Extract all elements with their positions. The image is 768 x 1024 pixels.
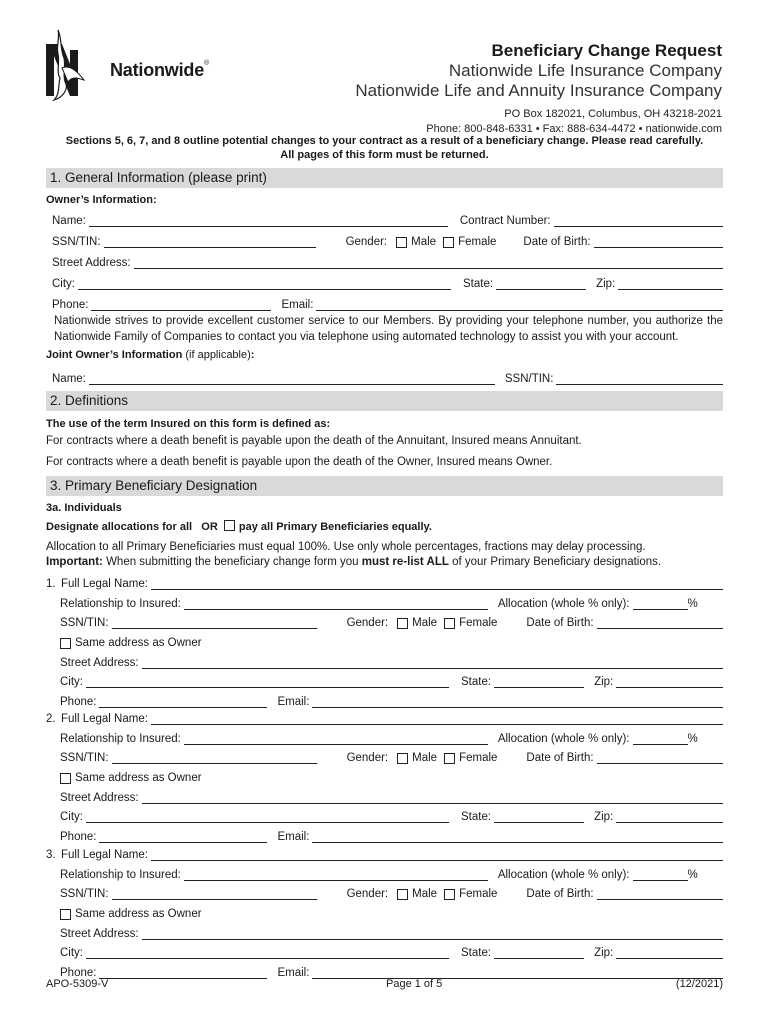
beneficiary-1-city-row: City: State: Zip: [60,671,723,688]
beneficiary-3-relationship-field[interactable] [184,869,488,881]
beneficiary-2-female-checkbox[interactable] [444,753,455,764]
beneficiary-2-phone-row: Phone: Email: [60,826,723,843]
joint-owner-heading: Joint Owner’s Information (if applicable): [46,349,255,361]
owner-name-field[interactable] [89,215,448,227]
beneficiary-3-phone-row: Phone: Email: [60,962,723,979]
beneficiary-1-allocation-field[interactable] [633,598,688,610]
company-name-1: Nationwide Life Insurance Company [448,61,722,80]
definitions-heading: The use of the term Insured on this form is defined as: [46,418,331,430]
owner-street-row: Street Address: [52,252,723,269]
page-footer [46,978,723,990]
beneficiary-1-city-field[interactable] [86,676,449,688]
beneficiary-2-phone-field[interactable] [99,831,267,843]
owner-ssn-field[interactable] [104,236,316,248]
owner-dob-field[interactable] [594,236,723,248]
owner-state-field[interactable] [496,278,586,290]
beneficiary-1-email-field[interactable] [312,696,723,708]
beneficiary-2-street-field[interactable] [142,792,723,804]
allocation-note: Allocation to all Primary Beneficiaries must equal 100%. Use only whole percentages, fractions may delay processing. [46,541,646,553]
beneficiary-2-city-row: City: State: Zip: [60,806,723,823]
beneficiary-3-street-field[interactable] [142,928,723,940]
beneficiary-2-same-address-row: Same address as Owner [60,767,723,784]
owner-male-checkbox[interactable] [396,237,407,248]
section-2-header: 2. Definitions [46,391,723,411]
beneficiary-3-zip-field[interactable] [616,947,723,959]
owner-zip-field[interactable] [618,278,723,290]
beneficiary-2-dob-field[interactable] [597,752,723,764]
beneficiary-1-zip-field[interactable] [616,676,723,688]
page-number: Page 1 of 5 [386,978,443,990]
beneficiary-2-zip-field[interactable] [616,811,723,823]
owner-street-field[interactable] [134,257,723,269]
beneficiary-2-ssn-row: SSN/TIN: Gender: Male Female Date of Birth: [60,747,723,764]
beneficiary-3-same-address-row: Same address as Owner [60,903,723,920]
beneficiary-2-name-field[interactable] [151,713,723,725]
owner-city-row: City: State: Zip: [52,273,723,290]
section-3-header: 3. Primary Beneficiary Designation [46,476,723,496]
beneficiary-3-ssn-field[interactable] [112,888,317,900]
beneficiary-2-street-row: Street Address: [60,787,723,804]
joint-owner-name-field[interactable] [89,373,495,385]
owner-phone-field[interactable] [91,299,271,311]
beneficiary-1-name-field[interactable] [151,578,723,590]
beneficiary-3-same-address-checkbox[interactable] [60,909,71,920]
form-header [0,0,768,135]
beneficiary-2-state-field[interactable] [494,811,584,823]
owner-ssn-row: SSN/TIN: Gender: Male Female Date of Birth: [52,231,723,248]
beneficiary-2-name-row: 2. Full Legal Name: [46,708,723,725]
beneficiary-2-same-address-checkbox[interactable] [60,773,71,784]
beneficiary-3-relationship-row: Relationship to Insured: Allocation (whole % only): % [60,869,698,881]
beneficiary-3-male-checkbox[interactable] [397,889,408,900]
form-id: APO-5309-V [46,978,109,990]
beneficiary-3-state-field[interactable] [494,947,584,959]
joint-owner-row: Name: SSN/TIN: [52,368,723,385]
contact-info: Phone: 800-848-6331 • Fax: 888-634-4472 • nationwide.com [426,123,722,135]
intro-notice: Sections 5, 6, 7, and 8 outline potential changes to your contract as a result of a beneficiary change. Please read carefully. All pages of this form must be returned. [65,135,704,161]
beneficiary-3-name-field[interactable] [151,849,723,861]
beneficiary-1-phone-row: Phone: Email: [60,691,723,708]
important-note: Important: When submitting the beneficiary change form you must re-list ALL of your Primary Beneficiary designations. [46,556,662,568]
beneficiary-1-ssn-row: SSN/TIN: Gender: Male Female Date of Birth: [60,612,723,629]
joint-owner-ssn-field[interactable] [556,373,723,385]
beneficiary-1-male-checkbox[interactable] [397,618,408,629]
beneficiary-2-allocation-field[interactable] [633,733,688,745]
definition-annuitant: For contracts where a death benefit is payable upon the death of the Annuitant, Insured means Annuitant. [46,435,582,447]
section-1-header: 1. General Information (please print) [46,168,723,188]
designate-allocation-line: Designate allocations for all OR pay all Primary Beneficiaries equally. [46,521,432,533]
beneficiary-3-ssn-row: SSN/TIN: Gender: Male Female Date of Birth: [60,883,723,900]
beneficiary-1-street-field[interactable] [142,657,723,669]
beneficiary-3-city-field[interactable] [86,947,449,959]
beneficiary-2-email-field[interactable] [312,831,723,843]
beneficiary-1-relationship-row: Relationship to Insured: Allocation (whole % only): % [60,598,698,610]
beneficiary-3-name-row: 3. Full Legal Name: [46,844,723,861]
beneficiary-1-name-row: 1. Full Legal Name: [46,573,723,590]
pay-equally-checkbox[interactable] [224,520,235,531]
beneficiary-3-dob-field[interactable] [597,888,723,900]
beneficiary-1-relationship-field[interactable] [184,598,488,610]
company-name-2: Nationwide Life and Annuity Insurance Company [355,81,722,100]
beneficiary-2-ssn-field[interactable] [112,752,317,764]
telephone-consent-text: Nationwide strives to provide excellent customer service to our Members. By providing your telephone number, you authorize the Nationwide Family of Companies to contact you via telephone using automated technology to assist you with your account. [54,315,723,343]
beneficiary-1-ssn-field[interactable] [112,617,317,629]
beneficiary-1-phone-field[interactable] [99,696,267,708]
beneficiary-1-same-address-row: Same address as Owner [60,632,723,649]
owner-info-heading: Owner’s Information: [46,194,157,206]
beneficiary-2-relationship-field[interactable] [184,733,488,745]
owner-female-checkbox[interactable] [443,237,454,248]
beneficiary-1-dob-field[interactable] [597,617,723,629]
beneficiary-3-city-row: City: State: Zip: [60,942,723,959]
brand-name: Nationwide® [110,60,209,80]
beneficiary-1-same-address-checkbox[interactable] [60,638,71,649]
definition-owner: For contracts where a death benefit is payable upon the death of the Owner, Insured means Owner. [46,456,553,468]
form-title: Beneficiary Change Request [491,41,722,60]
owner-name-row: Name: Contract Number: [52,210,723,227]
beneficiary-1-street-row: Street Address: [60,652,723,669]
beneficiary-2-relationship-row: Relationship to Insured: Allocation (whole % only): % [60,733,698,745]
beneficiary-3-street-row: Street Address: [60,923,723,940]
mailing-address: PO Box 182021, Columbus, OH 43218-2021 [504,108,722,120]
individuals-subheading: 3a. Individuals [46,502,122,514]
beneficiary-3-female-checkbox[interactable] [444,889,455,900]
contract-number-field[interactable] [554,215,723,227]
beneficiary-2-male-checkbox[interactable] [397,753,408,764]
beneficiary-3-allocation-field[interactable] [633,869,688,881]
beneficiary-1-state-field[interactable] [494,676,584,688]
beneficiary-2-city-field[interactable] [86,811,449,823]
owner-email-field[interactable] [316,299,723,311]
form-date: (12/2021) [675,978,723,990]
title-block [355,40,722,137]
beneficiary-1-female-checkbox[interactable] [444,618,455,629]
owner-phone-row: Phone: Email: [52,294,723,311]
owner-city-field[interactable] [78,278,451,290]
